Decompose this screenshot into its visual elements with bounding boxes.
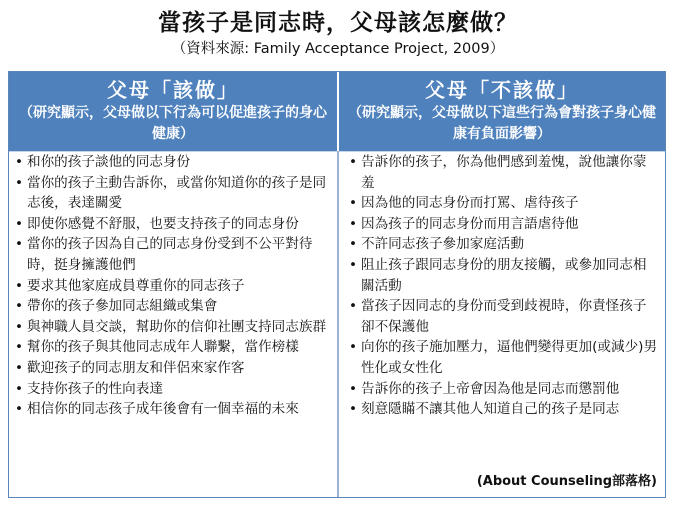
do-header (9, 72, 337, 151)
dont-item: • 向你的孩子施加壓力，逼他們變得更加(或減少)男性化或女性化 (349, 337, 659, 378)
dont-heading: 父母「不該做」 (425, 78, 579, 102)
do-list (15, 152, 331, 420)
dont-item: • 因為他的同志身份而打罵、虐待孩子 (349, 193, 659, 214)
dont-item: • 因為孩子的同志身份而用言語虐待他 (349, 214, 659, 235)
do-item: • 與神職人員交談，幫助你的信仰社團支持同志族群 (15, 317, 331, 338)
do-item: • 即使你感覺不舒服，也要支持孩子的同志身份 (15, 214, 331, 235)
dont-item: • 阻止孩子跟同志身份的朋友接觸，或參加同志相關活動 (349, 255, 659, 296)
dont-header (339, 72, 665, 151)
dont-item: • 刻意隱瞞不讓其他人知道自己的孩子是同志 (349, 399, 659, 420)
do-heading: 父母「該做」 (107, 78, 239, 102)
page-title: 當孩子是同志時，父母該怎麼做？ (158, 10, 518, 36)
do-item: • 幫你的孩子與其他同志成年人聯繫，當作榜樣 (15, 337, 331, 358)
do-item: • 和你的孩子談他的同志身份 (15, 152, 331, 173)
do-item: • 歡迎孩子的同志朋友和伴侶來家作客 (15, 358, 331, 379)
do-item: • 相信你的同志孩子成年後會有一個幸福的未來 (15, 399, 331, 420)
source-credit: (About Counseling部落格) (476, 474, 657, 489)
dont-item: • 不許同志孩子參加家庭活動 (349, 234, 659, 255)
dont-item: • 當孩子因同志的身份而受到歧視時，你責怪孩子卻不保護他 (349, 296, 659, 337)
do-item: • 支持你孩子的性向表達 (15, 379, 331, 400)
page-subtitle: （資料來源: Family Acceptance Project, 2009） (171, 41, 505, 57)
do-item: • 要求其他家庭成員尊重你的同志孩子 (15, 276, 331, 297)
do-subheading: （研究顯示，父母做以下行為可以促進孩子的身心健康） (19, 105, 327, 142)
dont-subheading: （研究顯示，父母做以下這些行為會對孩子身心健康有負面影響） (348, 105, 656, 142)
dont-item: • 告訴你的孩子上帝會因為他是同志而懲罰他 (349, 379, 659, 400)
comparison-table (8, 71, 666, 498)
dont-item: • 告訴你的孩子，你為他們感到羞愧，說他讓你蒙羞 (349, 152, 659, 193)
do-item: • 帶你的孩子參加同志組織或集會 (15, 296, 331, 317)
dont-list (349, 152, 659, 420)
do-item: • 當你的孩子因為自己的同志身份受到不公平對待時，挺身擁護他們 (15, 234, 331, 275)
do-item: • 當你的孩子主動告訴你，或當你知道你的孩子是同志後，表達關愛 (15, 173, 331, 214)
column-divider (337, 151, 339, 497)
